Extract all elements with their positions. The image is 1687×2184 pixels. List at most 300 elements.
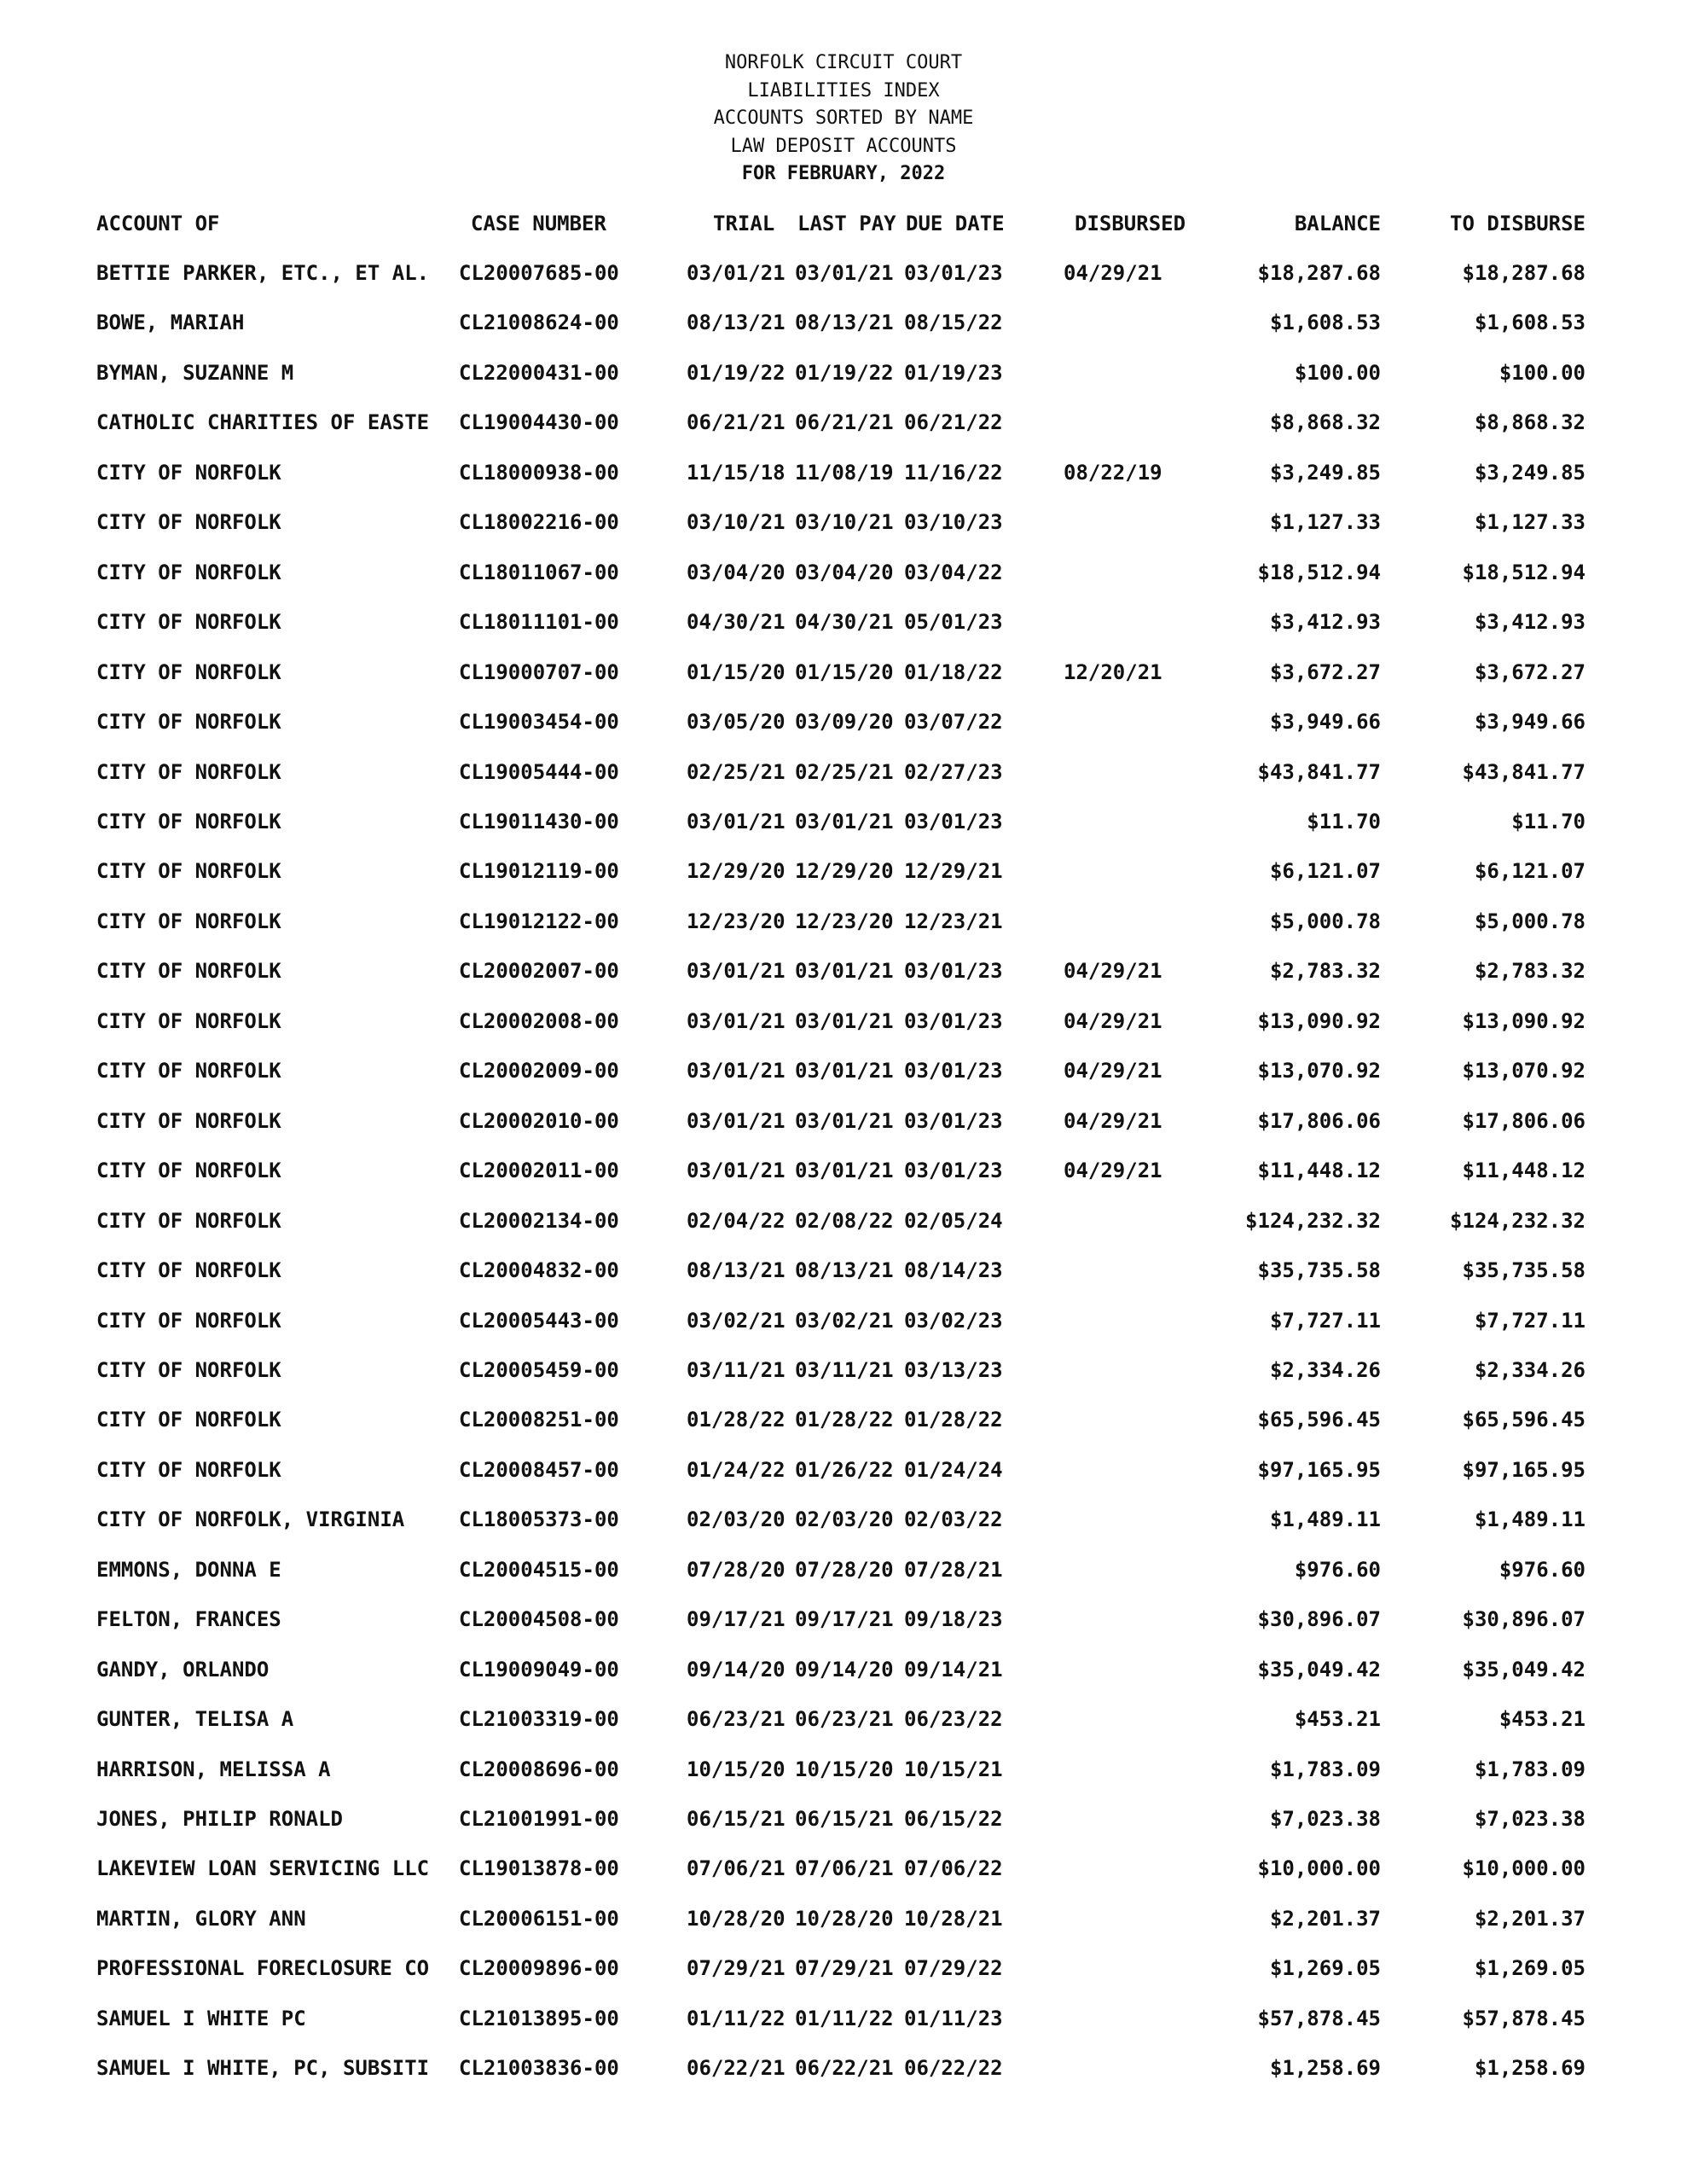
cell-to-disburse: $10,000.00: [1462, 1856, 1586, 1881]
cell-due-date: 07/06/22: [904, 1856, 1003, 1881]
cell-due-date: 02/27/23: [904, 759, 1003, 784]
cell-to-disburse: $43,841.77: [1462, 759, 1586, 784]
table-row: [0, 904, 1687, 938]
cell-last-pay: 09/17/21: [795, 1607, 894, 1632]
column-header-row: [0, 206, 1687, 241]
cell-to-disburse: $17,806.06: [1462, 1108, 1586, 1133]
cell-last-pay: 12/29/20: [795, 859, 894, 884]
cell-last-pay: 08/13/21: [795, 311, 894, 335]
cell-account: LAKEVIEW LOAN SERVICING LLC: [96, 1856, 430, 1881]
cell-account: EMMONS, DONNA E: [96, 1557, 281, 1582]
cell-case-number: CL20005459-00: [459, 1357, 619, 1382]
report-sort-order: ACCOUNTS SORTED BY NAME: [713, 107, 974, 129]
cell-to-disburse: $976.60: [1499, 1557, 1586, 1582]
cell-trial: 06/21/21: [687, 410, 786, 435]
cell-due-date: 03/01/23: [904, 1159, 1003, 1183]
cell-to-disburse: $35,049.42: [1462, 1657, 1586, 1682]
cell-account: CITY OF NORFOLK: [96, 1357, 281, 1382]
cell-case-number: CL18005373-00: [459, 1507, 619, 1532]
cell-account: CITY OF NORFOLK: [96, 810, 281, 834]
cell-balance: $57,878.45: [1257, 2006, 1381, 2030]
cell-account: CITY OF NORFOLK: [96, 1258, 281, 1282]
cell-trial: 12/23/20: [687, 909, 786, 933]
cell-disbursed: 04/29/21: [1064, 261, 1162, 285]
table-row: [0, 1653, 1687, 1687]
cell-due-date: 10/28/21: [904, 1906, 1003, 1931]
cell-trial: 01/19/22: [687, 360, 786, 385]
cell-balance: $18,512.94: [1257, 560, 1381, 584]
cell-last-pay: 06/22/21: [795, 2056, 894, 2081]
cell-due-date: 03/01/23: [904, 261, 1003, 285]
cell-trial: 03/01/21: [687, 810, 786, 834]
cell-case-number: CL20008696-00: [459, 1757, 619, 1781]
cell-account: CITY OF NORFOLK: [96, 610, 281, 635]
cell-trial: 03/01/21: [687, 261, 786, 285]
cell-case-number: CL20004832-00: [459, 1258, 619, 1282]
cell-account: GANDY, ORLANDO: [96, 1657, 270, 1682]
table-row: [0, 1054, 1687, 1088]
cell-trial: 06/15/21: [687, 1806, 786, 1831]
cell-to-disburse: $1,258.69: [1474, 2056, 1586, 2081]
cell-account: CITY OF NORFOLK: [96, 510, 281, 535]
cell-case-number: CL19005444-00: [459, 759, 619, 784]
cell-due-date: 10/15/21: [904, 1757, 1003, 1781]
cell-trial: 03/01/21: [687, 1008, 786, 1033]
table-row: [0, 555, 1687, 590]
cell-to-disburse: $57,878.45: [1462, 2006, 1586, 2030]
cell-to-disburse: $1,783.09: [1474, 1757, 1586, 1781]
table-row: [0, 1204, 1687, 1238]
cell-to-disburse: $5,000.78: [1474, 909, 1586, 933]
cell-to-disburse: $3,672.27: [1474, 659, 1586, 684]
cell-last-pay: 07/29/21: [795, 1956, 894, 1981]
cell-case-number: CL19013878-00: [459, 1856, 619, 1881]
cell-last-pay: 07/28/20: [795, 1557, 894, 1582]
table-row: [0, 1602, 1687, 1636]
cell-account: CITY OF NORFOLK: [96, 1208, 281, 1233]
cell-to-disburse: $35,735.58: [1462, 1258, 1586, 1282]
cell-case-number: CL21003319-00: [459, 1707, 619, 1732]
cell-due-date: 03/01/23: [904, 1008, 1003, 1033]
cell-balance: $3,249.85: [1269, 460, 1381, 485]
cell-case-number: CL21008624-00: [459, 311, 619, 335]
table-row: [0, 2051, 1687, 2085]
table-row: [0, 1353, 1687, 1387]
cell-case-number: CL21003836-00: [459, 2056, 619, 2081]
cell-account: CITY OF NORFOLK: [96, 1159, 281, 1183]
cell-balance: $35,049.42: [1257, 1657, 1381, 1682]
cell-due-date: 07/29/22: [904, 1956, 1003, 1981]
cell-case-number: CL20004508-00: [459, 1607, 619, 1632]
table-row: [0, 1153, 1687, 1188]
report-court-name: NORFOLK CIRCUIT COURT: [724, 52, 963, 73]
cell-to-disburse: $2,201.37: [1474, 1906, 1586, 1931]
table-row: [0, 1553, 1687, 1587]
cell-balance: $18,287.68: [1257, 261, 1381, 285]
table-row: [0, 1902, 1687, 1936]
cell-last-pay: 08/13/21: [795, 1258, 894, 1282]
cell-to-disburse: $1,127.33: [1474, 510, 1586, 535]
cell-trial: 02/04/22: [687, 1208, 786, 1233]
cell-case-number: CL18011101-00: [459, 610, 619, 635]
cell-last-pay: 10/28/20: [795, 1906, 894, 1931]
cell-account: CITY OF NORFOLK: [96, 710, 281, 735]
report-period: FOR FEBRUARY, 2022: [741, 163, 946, 184]
table-row: [0, 2001, 1687, 2036]
cell-to-disburse: $65,596.45: [1462, 1408, 1586, 1432]
cell-disbursed: 04/29/21: [1064, 1059, 1162, 1083]
cell-trial: 02/03/20: [687, 1507, 786, 1532]
cell-last-pay: 03/01/21: [795, 1008, 894, 1033]
cell-trial: 07/06/21: [687, 1856, 786, 1881]
cell-trial: 09/14/20: [687, 1657, 786, 1682]
cell-due-date: 03/07/22: [904, 710, 1003, 735]
cell-to-disburse: $18,512.94: [1462, 560, 1586, 584]
table-row: [0, 1702, 1687, 1736]
cell-account: PROFESSIONAL FORECLOSURE CO: [96, 1956, 430, 1981]
cell-to-disburse: $30,896.07: [1462, 1607, 1586, 1632]
cell-case-number: CL20002134-00: [459, 1208, 619, 1233]
cell-due-date: 12/29/21: [904, 859, 1003, 884]
cell-to-disburse: $1,489.11: [1474, 1507, 1586, 1532]
cell-to-disburse: $124,232.32: [1450, 1208, 1586, 1233]
cell-due-date: 11/16/22: [904, 460, 1003, 485]
cell-case-number: CL18002216-00: [459, 510, 619, 535]
cell-account: CITY OF NORFOLK: [96, 1008, 281, 1033]
cell-trial: 03/01/21: [687, 1059, 786, 1083]
cell-account: CITY OF NORFOLK: [96, 1457, 281, 1482]
cell-account: FELTON, FRANCES: [96, 1607, 281, 1632]
cell-trial: 03/04/20: [687, 560, 786, 584]
cell-due-date: 06/22/22: [904, 2056, 1003, 2081]
cell-due-date: 01/18/22: [904, 659, 1003, 684]
cell-account: CITY OF NORFOLK: [96, 1308, 281, 1333]
table-row: [0, 305, 1687, 340]
cell-trial: 03/01/21: [687, 1108, 786, 1133]
cell-balance: $3,672.27: [1269, 659, 1381, 684]
cell-last-pay: 06/23/21: [795, 1707, 894, 1732]
cell-to-disburse: $3,412.93: [1474, 610, 1586, 635]
cell-case-number: CL20002010-00: [459, 1108, 619, 1133]
table-row: [0, 1802, 1687, 1836]
cell-disbursed: 04/29/21: [1064, 1008, 1162, 1033]
cell-account: CITY OF NORFOLK: [96, 1408, 281, 1432]
cell-balance: $13,070.92: [1257, 1059, 1381, 1083]
table-row: [0, 1004, 1687, 1038]
cell-due-date: 02/03/22: [904, 1507, 1003, 1532]
cell-last-pay: 02/03/20: [795, 1507, 894, 1532]
cell-case-number: CL20009896-00: [459, 1956, 619, 1981]
cell-to-disburse: $100.00: [1499, 360, 1586, 385]
cell-due-date: 01/19/23: [904, 360, 1003, 385]
cell-due-date: 06/23/22: [904, 1707, 1003, 1732]
column-header-due-date: DUE DATE: [906, 212, 1005, 235]
cell-due-date: 03/01/23: [904, 1059, 1003, 1083]
cell-case-number: CL18011067-00: [459, 560, 619, 584]
cell-trial: 12/29/20: [687, 859, 786, 884]
cell-to-disburse: $2,783.32: [1474, 959, 1586, 984]
table-row: [0, 1104, 1687, 1138]
table-row: [0, 1951, 1687, 1985]
cell-to-disburse: $6,121.07: [1474, 859, 1586, 884]
cell-balance: $100.00: [1294, 360, 1381, 385]
cell-balance: $1,127.33: [1269, 510, 1381, 535]
table-row: [0, 356, 1687, 390]
cell-account: SAMUEL I WHITE PC: [96, 2006, 306, 2030]
cell-case-number: CL20007685-00: [459, 261, 619, 285]
cell-account: CITY OF NORFOLK: [96, 759, 281, 784]
cell-account: JONES, PHILIP RONALD: [96, 1806, 343, 1831]
cell-last-pay: 02/08/22: [795, 1208, 894, 1233]
cell-last-pay: 03/01/21: [795, 1059, 894, 1083]
cell-last-pay: 03/10/21: [795, 510, 894, 535]
cell-disbursed: 04/29/21: [1064, 1108, 1162, 1133]
cell-trial: 10/15/20: [687, 1757, 786, 1781]
cell-to-disburse: $97,165.95: [1462, 1457, 1586, 1482]
cell-balance: $1,608.53: [1269, 311, 1381, 335]
column-header-disbursed: DISBURSED: [1075, 212, 1186, 235]
cell-disbursed: 12/20/21: [1064, 659, 1162, 684]
table-row: [0, 1403, 1687, 1437]
cell-due-date: 09/14/21: [904, 1657, 1003, 1682]
cell-trial: 03/11/21: [687, 1357, 786, 1382]
cell-account: CATHOLIC CHARITIES OF EASTE: [96, 410, 430, 435]
cell-to-disburse: $3,249.85: [1474, 460, 1586, 485]
cell-trial: 03/01/21: [687, 1159, 786, 1183]
cell-balance: $2,201.37: [1269, 1906, 1381, 1931]
cell-last-pay: 01/15/20: [795, 659, 894, 684]
cell-trial: 08/13/21: [687, 311, 786, 335]
cell-balance: $2,783.32: [1269, 959, 1381, 984]
cell-to-disburse: $7,727.11: [1474, 1308, 1586, 1333]
cell-account: CITY OF NORFOLK: [96, 859, 281, 884]
cell-to-disburse: $11,448.12: [1462, 1159, 1586, 1183]
cell-balance: $453.21: [1294, 1707, 1381, 1732]
cell-trial: 01/28/22: [687, 1408, 786, 1432]
cell-balance: $1,783.09: [1269, 1757, 1381, 1781]
cell-disbursed: 04/29/21: [1064, 1159, 1162, 1183]
cell-to-disburse: $8,868.32: [1474, 410, 1586, 435]
cell-due-date: 01/11/23: [904, 2006, 1003, 2030]
cell-trial: 03/05/20: [687, 710, 786, 735]
cell-trial: 07/29/21: [687, 1956, 786, 1981]
cell-to-disburse: $7,023.38: [1474, 1806, 1586, 1831]
cell-case-number: CL20004515-00: [459, 1557, 619, 1582]
cell-last-pay: 03/02/21: [795, 1308, 894, 1333]
cell-trial: 06/23/21: [687, 1707, 786, 1732]
cell-trial: 03/01/21: [687, 959, 786, 984]
cell-account: CITY OF NORFOLK: [96, 1059, 281, 1083]
table-row: [0, 1453, 1687, 1487]
cell-trial: 02/25/21: [687, 759, 786, 784]
cell-trial: 11/15/18: [687, 460, 786, 485]
cell-account: BOWE, MARIAH: [96, 311, 245, 335]
cell-last-pay: 02/25/21: [795, 759, 894, 784]
cell-due-date: 02/05/24: [904, 1208, 1003, 1233]
cell-trial: 09/17/21: [687, 1607, 786, 1632]
cell-due-date: 01/24/24: [904, 1457, 1003, 1482]
cell-account: CITY OF NORFOLK: [96, 1108, 281, 1133]
cell-last-pay: 03/11/21: [795, 1357, 894, 1382]
cell-trial: 01/24/22: [687, 1457, 786, 1482]
cell-last-pay: 09/14/20: [795, 1657, 894, 1682]
cell-last-pay: 03/01/21: [795, 1159, 894, 1183]
cell-balance: $11,448.12: [1257, 1159, 1381, 1183]
cell-case-number: CL18000938-00: [459, 460, 619, 485]
report-account-type: LAW DEPOSIT ACCOUNTS: [730, 135, 957, 157]
cell-to-disburse: $13,090.92: [1462, 1008, 1586, 1033]
cell-case-number: CL20002009-00: [459, 1059, 619, 1083]
cell-due-date: 03/01/23: [904, 810, 1003, 834]
cell-account: CITY OF NORFOLK: [96, 959, 281, 984]
cell-account: CITY OF NORFOLK: [96, 560, 281, 584]
cell-balance: $124,232.32: [1245, 1208, 1381, 1233]
cell-case-number: CL20008457-00: [459, 1457, 619, 1482]
cell-last-pay: 03/01/21: [795, 1108, 894, 1133]
cell-trial: 03/10/21: [687, 510, 786, 535]
cell-to-disburse: $13,070.92: [1462, 1059, 1586, 1083]
cell-case-number: CL22000431-00: [459, 360, 619, 385]
table-row: [0, 1253, 1687, 1287]
cell-trial: 01/15/20: [687, 659, 786, 684]
cell-balance: $13,090.92: [1257, 1008, 1381, 1033]
cell-balance: $1,489.11: [1269, 1507, 1381, 1532]
table-row: [0, 1752, 1687, 1786]
cell-balance: $17,806.06: [1257, 1108, 1381, 1133]
cell-last-pay: 01/19/22: [795, 360, 894, 385]
cell-trial: 04/30/21: [687, 610, 786, 635]
cell-due-date: 08/15/22: [904, 311, 1003, 335]
column-header-balance: BALANCE: [1294, 212, 1381, 235]
cell-to-disburse: $11.70: [1511, 810, 1586, 834]
cell-to-disburse: $1,608.53: [1474, 311, 1586, 335]
column-header-to-disburse: TO DISBURSE: [1450, 212, 1586, 235]
cell-balance: $2,334.26: [1269, 1357, 1381, 1382]
cell-balance: $7,023.38: [1269, 1806, 1381, 1831]
cell-trial: 06/22/21: [687, 2056, 786, 2081]
table-row: [0, 954, 1687, 988]
cell-case-number: CL20006151-00: [459, 1906, 619, 1931]
table-row: [0, 655, 1687, 689]
cell-case-number: CL21001991-00: [459, 1806, 619, 1831]
cell-account: CITY OF NORFOLK, VIRGINIA: [96, 1507, 405, 1532]
column-header-trial: TRIAL: [713, 212, 775, 235]
cell-balance: $43,841.77: [1257, 759, 1381, 784]
cell-account: HARRISON, MELISSA A: [96, 1757, 331, 1781]
cell-balance: $8,868.32: [1269, 410, 1381, 435]
cell-account: GUNTER, TELISA A: [96, 1707, 294, 1732]
cell-balance: $1,269.05: [1269, 1956, 1381, 1981]
cell-last-pay: 01/28/22: [795, 1408, 894, 1432]
cell-balance: $35,735.58: [1257, 1258, 1381, 1282]
cell-last-pay: 03/09/20: [795, 710, 894, 735]
table-row: [0, 505, 1687, 539]
cell-due-date: 03/02/23: [904, 1308, 1003, 1333]
cell-trial: 01/11/22: [687, 2006, 786, 2030]
table-row: [0, 405, 1687, 439]
column-header-last-pay: LAST PAY: [797, 212, 896, 235]
cell-case-number: CL20005443-00: [459, 1308, 619, 1333]
column-header-case-number: CASE NUMBER: [471, 212, 606, 235]
table-row: [0, 456, 1687, 490]
cell-case-number: CL19009049-00: [459, 1657, 619, 1682]
cell-due-date: 06/21/22: [904, 410, 1003, 435]
cell-last-pay: 03/01/21: [795, 810, 894, 834]
table-row: [0, 256, 1687, 290]
cell-account: CITY OF NORFOLK: [96, 659, 281, 684]
cell-case-number: CL20002007-00: [459, 959, 619, 984]
cell-account: BYMAN, SUZANNE M: [96, 360, 294, 385]
cell-account: SAMUEL I WHITE, PC, SUBSITI: [96, 2056, 430, 2081]
table-row: [0, 605, 1687, 639]
cell-balance: $6,121.07: [1269, 859, 1381, 884]
table-row: [0, 854, 1687, 888]
report-header: [0, 49, 1687, 189]
cell-case-number: CL20008251-00: [459, 1408, 619, 1432]
cell-due-date: 03/13/23: [904, 1357, 1003, 1382]
cell-trial: 03/02/21: [687, 1308, 786, 1333]
cell-due-date: 07/28/21: [904, 1557, 1003, 1582]
report-index-name: LIABILITIES INDEX: [747, 79, 940, 102]
cell-due-date: 06/15/22: [904, 1806, 1003, 1831]
cell-last-pay: 04/30/21: [795, 610, 894, 635]
cell-balance: $10,000.00: [1257, 1856, 1381, 1881]
cell-due-date: 05/01/23: [904, 610, 1003, 635]
cell-case-number: CL20002011-00: [459, 1159, 619, 1183]
cell-case-number: CL19011430-00: [459, 810, 619, 834]
cell-balance: $1,258.69: [1269, 2056, 1381, 2081]
cell-trial: 07/28/20: [687, 1557, 786, 1582]
table-row: [0, 1304, 1687, 1338]
cell-balance: $11.70: [1307, 810, 1381, 834]
cell-last-pay: 11/08/19: [795, 460, 894, 485]
cell-last-pay: 01/11/22: [795, 2006, 894, 2030]
table-row: [0, 1502, 1687, 1536]
cell-balance: $7,727.11: [1269, 1308, 1381, 1333]
cell-last-pay: 06/21/21: [795, 410, 894, 435]
cell-balance: $3,412.93: [1269, 610, 1381, 635]
cell-to-disburse: $18,287.68: [1462, 261, 1586, 285]
cell-due-date: 03/04/22: [904, 560, 1003, 584]
cell-to-disburse: $453.21: [1499, 1707, 1586, 1732]
table-row: [0, 804, 1687, 839]
cell-case-number: CL19004430-00: [459, 410, 619, 435]
cell-last-pay: 07/06/21: [795, 1856, 894, 1881]
cell-trial: 08/13/21: [687, 1258, 786, 1282]
cell-account: CITY OF NORFOLK: [96, 909, 281, 933]
cell-account: BETTIE PARKER, ETC., ET AL.: [96, 261, 430, 285]
cell-balance: $3,949.66: [1269, 710, 1381, 735]
cell-balance: $5,000.78: [1269, 909, 1381, 933]
cell-due-date: 03/10/23: [904, 510, 1003, 535]
cell-balance: $65,596.45: [1257, 1408, 1381, 1432]
cell-case-number: CL19003454-00: [459, 710, 619, 735]
cell-balance: $97,165.95: [1257, 1457, 1381, 1482]
cell-to-disburse: $3,949.66: [1474, 710, 1586, 735]
table-row: [0, 705, 1687, 739]
cell-case-number: CL20002008-00: [459, 1008, 619, 1033]
cell-case-number: CL19012119-00: [459, 859, 619, 884]
cell-last-pay: 03/01/21: [795, 959, 894, 984]
cell-last-pay: 03/01/21: [795, 261, 894, 285]
cell-balance: $30,896.07: [1257, 1607, 1381, 1632]
cell-account: MARTIN, GLORY ANN: [96, 1906, 306, 1931]
cell-disbursed: 08/22/19: [1064, 460, 1162, 485]
table-row: [0, 755, 1687, 789]
cell-to-disburse: $2,334.26: [1474, 1357, 1586, 1382]
column-header-account: ACCOUNT OF: [96, 212, 220, 235]
cell-due-date: 03/01/23: [904, 1108, 1003, 1133]
